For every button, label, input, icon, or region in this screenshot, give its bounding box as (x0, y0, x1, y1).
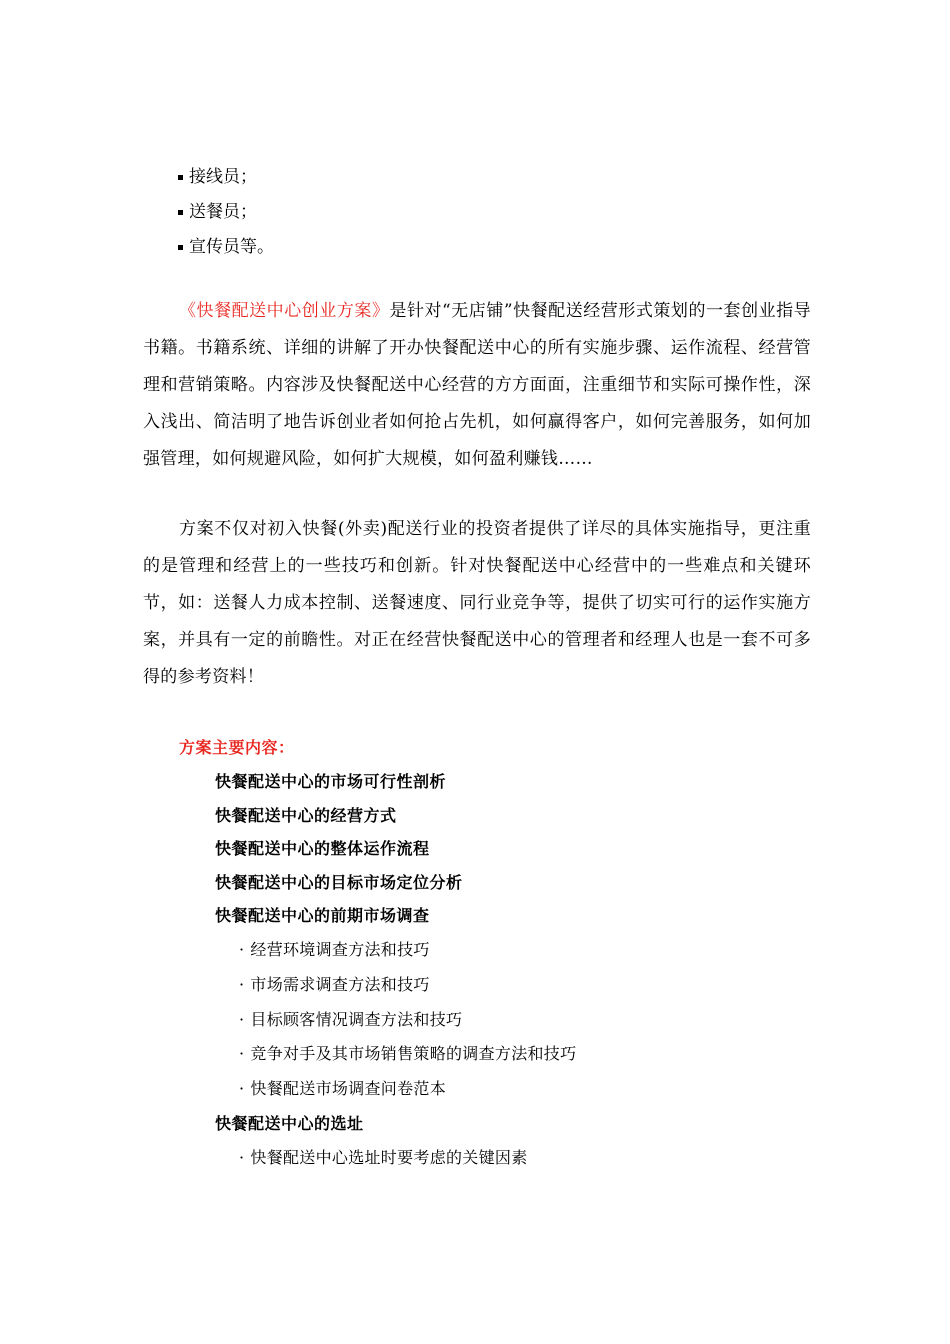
contents-item-text: 快餐配送中心的目标市场定位分析 (215, 872, 463, 892)
middle-dot-icon: · (239, 939, 245, 959)
staff-item-text: 接线员； (189, 167, 257, 187)
contents-subsection-item (215, 933, 576, 968)
contents-subsection-item (215, 968, 576, 1003)
contents-section-item (215, 866, 576, 900)
contents-section-item (215, 799, 576, 833)
contents-item-text: 快餐配送中心的市场可行性剖析 (215, 772, 447, 791)
intro-text: 是针对“无店铺”快餐配送经营形式策划的一套创业指导书籍。书籍系统、详细的讲解了开办快餐配送中心的所有实施步骤、运作流程、经营管理和营销策略。内容涉及快餐配送中心经营的方方面面，注重细节和实际可操作性，深入浅出、简洁明了地告诉创业者如何抢占先机，如何赢得客户，如何完善服务，如何加强管理，如何规避风险，如何扩大规模，如何盈利赚钱…… (143, 301, 811, 469)
middle-dot-icon: · (239, 1079, 245, 1099)
contents-item-text: 快餐配送中心的经营方式 (215, 805, 397, 825)
contents-section-item (215, 899, 576, 933)
list-item (178, 195, 274, 230)
contents-subsection-item (215, 1037, 576, 1072)
intro-paragraph (143, 293, 811, 478)
contents-list (215, 765, 576, 1175)
book-title: 《快餐配送中心创业方案》 (179, 301, 390, 321)
detail-paragraph: 方案不仅对初入快餐(外卖)配送行业的投资者提供了详尽的具体实施指导，更注重的是管理和经营上的一些技巧和创新。针对快餐配送中心经营中的一些难点和关键环节，如：送餐人力成本控制、送餐速度、同行业竞争等，提供了切实可行的运作实施方案，并具有一定的前瞻性。对正在经营快餐配送中心的管理者和经理人也是一套不可多得的参考资料！ (143, 519, 811, 687)
contents-section-item (215, 765, 576, 799)
contents-heading: 方案主要内容： (179, 738, 295, 757)
staff-item-text: 宣传员等。 (189, 237, 274, 257)
middle-dot-icon: · (239, 1009, 245, 1029)
staff-item-text: 送餐员； (189, 202, 257, 222)
square-bullet-icon (178, 175, 183, 180)
list-item (178, 160, 274, 195)
contents-subsection-item (215, 1003, 576, 1038)
staff-bullet-list (178, 160, 274, 265)
contents-item-text: 市场需求调查方法和技巧 (250, 974, 430, 994)
contents-item-text: 快餐配送中心的选址 (215, 1113, 364, 1133)
contents-subsection-item (215, 1072, 576, 1107)
square-bullet-icon (178, 210, 183, 215)
contents-section-item (215, 1107, 576, 1141)
contents-item-text: 快餐配送中心的整体运作流程 (215, 839, 430, 859)
middle-dot-icon: · (239, 974, 245, 994)
middle-dot-icon: · (239, 1044, 245, 1064)
square-bullet-icon (178, 245, 183, 250)
middle-dot-icon: · (239, 1147, 245, 1167)
contents-item-text: 经营环境调查方法和技巧 (250, 939, 430, 959)
contents-item-text: 快餐配送市场调查问卷范本 (250, 1079, 446, 1099)
contents-item-text: 快餐配送中心的前期市场调查 (215, 906, 430, 926)
contents-section-item (215, 832, 576, 866)
contents-item-text: 快餐配送中心选址时要考虑的关键因素 (250, 1147, 528, 1167)
contents-item-text: 目标顾客情况调查方法和技巧 (250, 1009, 463, 1029)
contents-subsection-item (215, 1141, 576, 1176)
list-item (178, 230, 274, 265)
contents-item-text: 竞争对手及其市场销售策略的调查方法和技巧 (250, 1044, 577, 1064)
